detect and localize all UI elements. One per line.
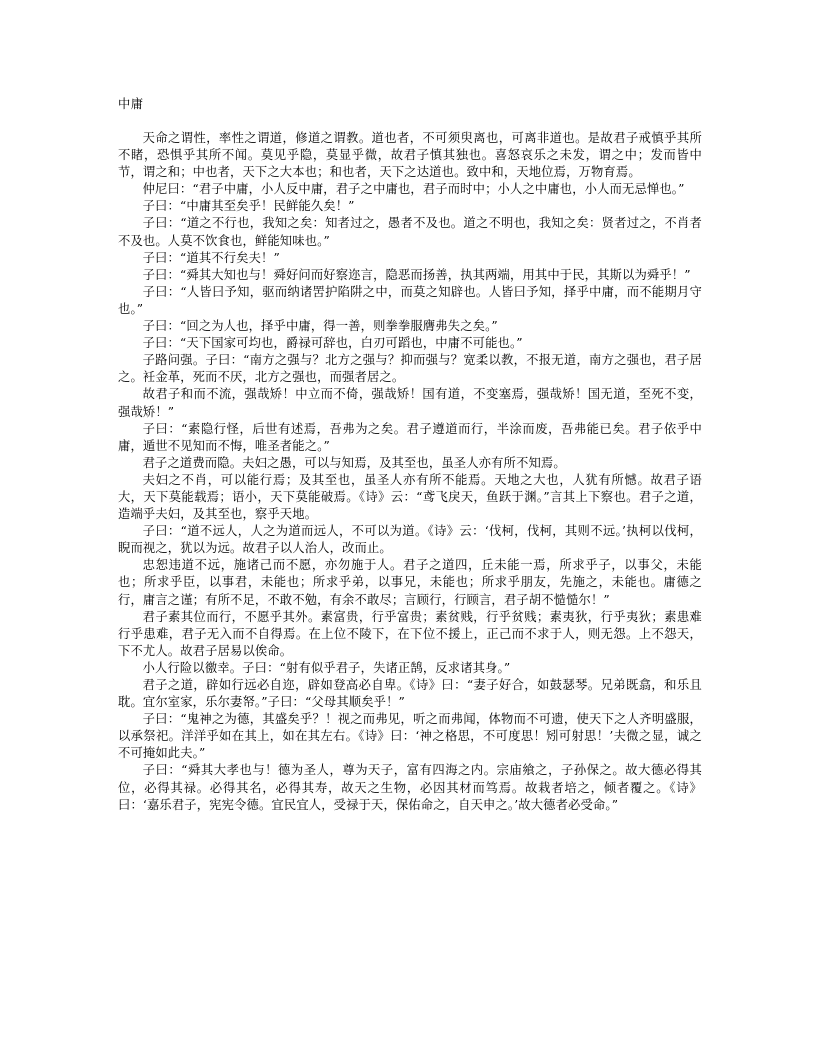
page-title: 中庸 (118, 97, 144, 111)
paragraph: 忠恕违道不远，施诸己而不愿，亦勿施于人。君子之道四，丘未能一焉，所求乎子，以事父，未能也；所求乎臣，以事君，未能也；所求乎弟，以事兄，未能也；所求乎朋友，先施之，未能也。庸德之行，庸言之谨；有所不足，不敢不勉，有余不敢尽；言顾行，行顾言，君子胡不慥慥尔！” (118, 558, 702, 607)
paragraph: 子曰：“道之不行也，我知之矣：知者过之，愚者不及也。道之不明也，我知之矣：贤者过之，不肖者不及也。人莫不饮食也，鲜能知味也。” (118, 216, 702, 248)
paragraph: 天命之谓性，率性之谓道，修道之谓教。道也者，不可须臾离也，可离非道也。是故君子戒慎乎其所不睹，恐惧乎其所不闻。莫见乎隐，莫显乎微，故君子慎其独也。喜怒哀乐之未发，谓之中；发而皆中节，谓之和；中也者，天下之大本也；和也者，天下之达道也。致中和，天地位焉，万物育焉。 (118, 131, 702, 180)
paragraph: 子曰：“天下国家可均也，爵禄可辞也，白刃可蹈也，中庸不可能也。” (142, 336, 523, 351)
document-body (118, 96, 702, 814)
paragraph: 君子之道费而隐。夫妇之愚，可以与知焉，及其至也，虽圣人亦有所不知焉。 (142, 455, 566, 470)
paragraph: 故君子和而不流，强哉矫！中立而不倚，强哉矫！国有道，不变塞焉，强哉矫！国无道，至死不变，强哉矫！” (118, 387, 702, 419)
paragraph: 夫妇之不肖，可以能行焉；及其至也，虽圣人亦有所不能焉。天地之大也，人犹有所憾。故君子语大，天下莫能载焉；语小，天下莫能破焉。《诗》云：“鸢飞戾天，鱼跃于渊。”言其上下察也。君子之道，造端乎夫妇，及其至也，察乎天地。 (118, 472, 702, 522)
paragraph: 子路问强。子曰：“南方之强与？北方之强与？抑而强与？宽柔以教，不报无道，南方之强也，君子居之。衽金革，死而不厌，北方之强也，而强者居之。 (118, 353, 702, 385)
paragraph: 子曰：“道其不行矣夫！” (142, 250, 280, 265)
paragraph: 子曰：“舜其大知也与！舜好问而好察迩言，隐恶而扬善，执其两端，用其中于民，其斯以为舜乎！” (142, 267, 691, 282)
paragraph: 仲尼曰：“君子中庸，小人反中庸，君子之中庸也，君子而时中；小人之中庸也，小人而无忌惮也。” (142, 182, 685, 197)
paragraph: 小人行险以徼幸。子曰：“射有似乎君子，失诸正鹄，反求诸其身。” (142, 660, 511, 675)
paragraph: 子曰：“人皆曰予知，驱而纳诸罟护陷阱之中，而莫之知辟也。人皆曰予知，择乎中庸，而不能期月守也。” (118, 284, 702, 316)
paragraph: 子曰：“鬼神之为德，其盛矣乎？！视之而弗见，听之而弗闻，体物而不可遗，使天下之人齐明盛服，以承祭祀。洋洋乎如在其上，如在其左右。《诗》曰：‘神之格思，不可度思！矧可射思！’夫微之显，诚之不可掩如此夫。” (118, 712, 702, 761)
paragraph: 子曰：“素隐行怪，后世有述焉，吾弗为之矣。君子遵道而行，半涂而废，吾弗能已矣。君子依乎中庸，遁世不见知而不悔，唯圣者能之。” (118, 421, 702, 453)
paragraph: 子曰：“回之为人也，择乎中庸，得一善，则拳拳服膺弗失之矣。” (142, 319, 498, 334)
paragraph: 子曰：“中庸其至矣乎！民鲜能久矣！” (142, 199, 355, 214)
paragraph: 君子素其位而行，不愿乎其外。素富贵，行乎富贵；素贫贱，行乎贫贱；素夷狄，行乎夷狄；素患难行乎患难，君子无入而不自得焉。在上位不陵下，在下位不援上，正己而不求于人，则无怨。上不怨天，下不尤人。故君子居易以俟命。 (118, 609, 702, 658)
paragraph: 君子之道，辟如行远必自迩，辟如登高必自卑。《诗》曰：“妻子好合，如鼓瑟琴。兄弟既翕，和乐且耽。宜尔室家，乐尔妻帑。”子曰：“父母其顺矣乎！” (118, 678, 702, 710)
paragraph: 子曰：“舜其大孝也与！德为圣人，尊为天子，富有四海之内。宗庙飨之，子孙保之。故大德必得其位，必得其禄。必得其名，必得其寿，故天之生物，必因其材而笃焉。故栽者培之，倾者覆之。《诗》曰：‘嘉乐君子，宪宪令德。宜民宜人，受禄于天，保佑命之，自天申之。’故大德者必受命。” (118, 763, 702, 812)
paragraph: 子曰：“道不远人，人之为道而远人，不可以为道。《诗》云：‘伐柯，伐柯，其则不远。’执柯以伐柯，睨而视之，犹以为远。故君子以人治人，改而止。 (118, 524, 702, 556)
